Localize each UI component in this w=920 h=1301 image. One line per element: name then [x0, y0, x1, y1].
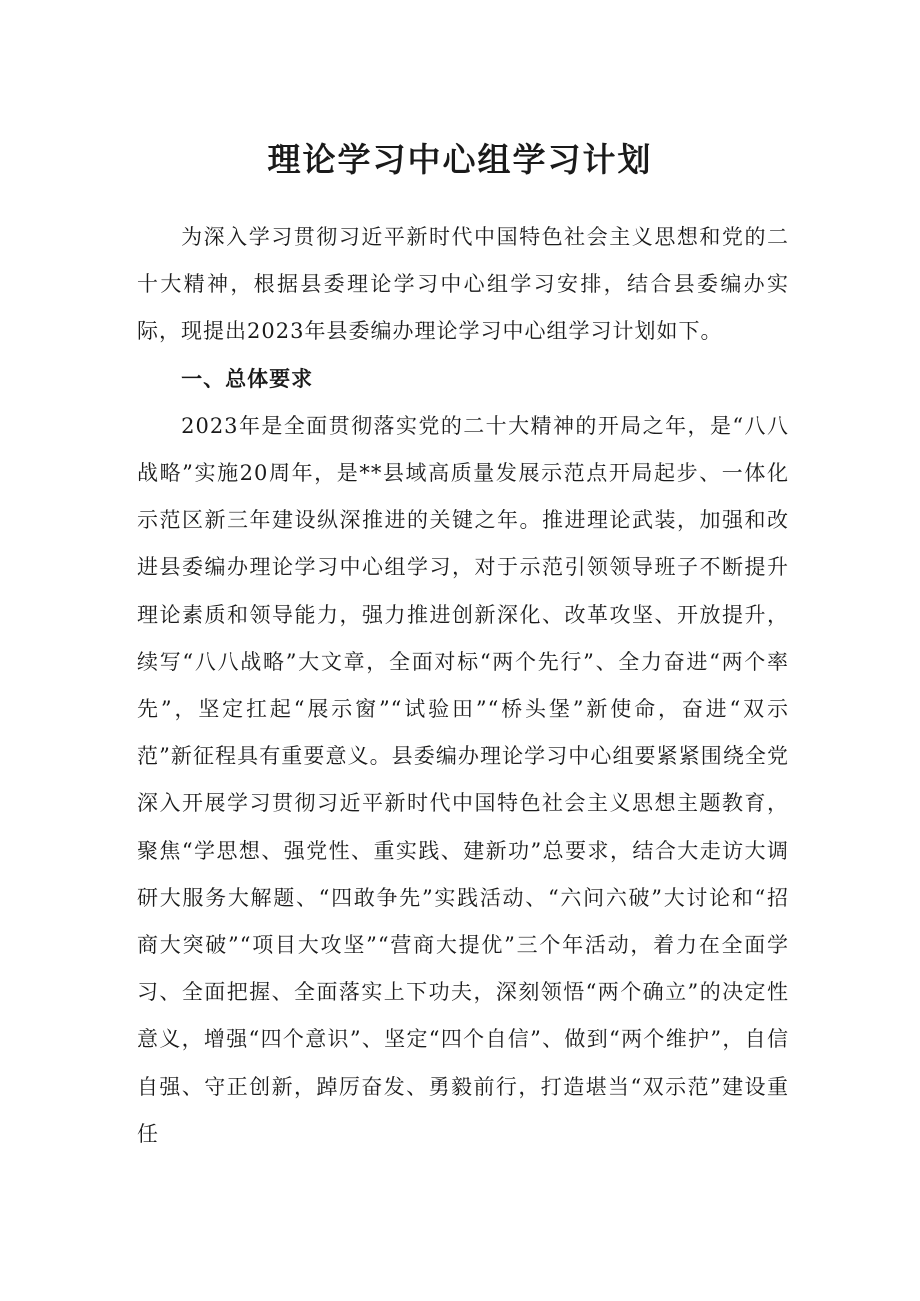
intro-paragraph: 为深入学习贯彻习近平新时代中国特色社会主义思想和党的二十大精神，根据县委理论学习中心组学习安排，结合县委编办实际，现提出2023年县委编办理论学习中心组学习计划如下。 [137, 225, 789, 344]
section-heading-general-requirements: 一、总体要求 [181, 366, 314, 391]
document-title: 理论学习中心组学习计划 [267, 140, 653, 179]
document-body [137, 214, 789, 1158]
section-paragraph-general-requirements: 2023年是全面贯彻落实党的二十大精神的开局之年，是“八八战略”实施20周年，是**县域高质量发展示范点开局起步、一体化示范区新三年建设纵深推进的关键之年。推进理论武装，加强和改进县委编办理论学习中心组学习，对于示范引领领导班子不断提升理论素质和领导能力，强力推进创新深化、改革攻坚、开放提升，续写“八八战略”大文章，全面对标“两个先行”、全力奋进“两个率先”，坚定扛起“展示窗”“试验田”“桥头堡”新使命，奋进“双示范”新征程具有重要意义。县委编办理论学习中心组要紧紧围绕全党深入开展学习贯彻习近平新时代中国特色社会主义思想主题教育，聚焦“学思想、强党性、重实践、建新功”总要求，结合大走访大调研大服务大解题、“四敢争先”实践活动、“六问六破”大讨论和“招商大突破”“项目大攻坚”“营商大提优”三个年活动，着力在全面学习、全面把握、全面落实上下功夫，深刻领悟“两个确立”的决定性意义，增强“四个意识”、坚定“四个自信”、做到“两个维护”，自信自强、守正创新，踔厉奋发、勇毅前行，打造堪当“双示范”建设重任 [137, 413, 789, 1146]
